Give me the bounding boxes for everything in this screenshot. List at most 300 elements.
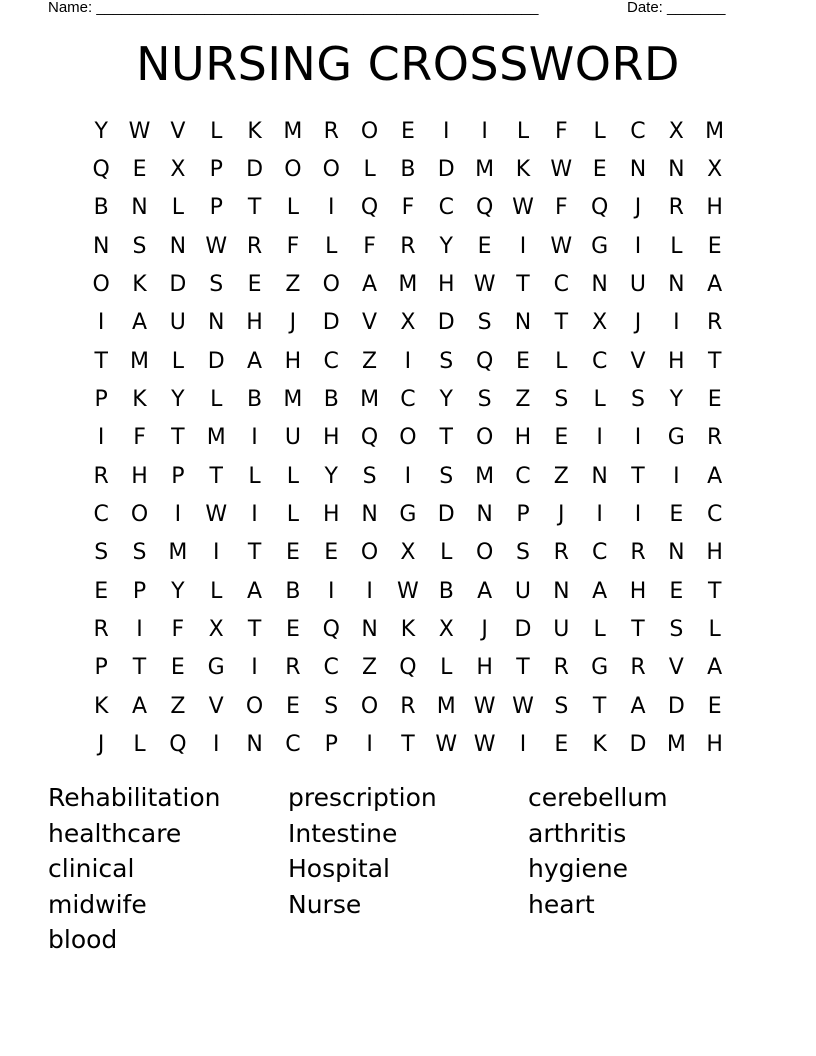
grid-letter: L [708,617,721,643]
grid-letter: C [591,540,608,566]
grid-letter: L [440,540,453,566]
grid-letter: R [400,693,416,719]
grid-letter: N [591,463,608,489]
word-list-item: Hospital [288,854,391,883]
word-list-item: Rehabilitation [48,783,221,812]
grid-letter: N [92,233,110,259]
grid-letter: Z [285,272,301,298]
grid-letter: O [360,693,379,719]
grid-letter: N [629,157,647,183]
grid-letter: G [207,655,225,681]
grid-letter: S [631,387,645,413]
grid-letter: H [706,732,723,758]
grid-letter: R [553,655,569,681]
grid-letter: E [477,233,492,259]
grid-letter: F [171,617,185,643]
grid-letter: M [283,118,303,144]
grid-letter: W [473,732,496,758]
grid-letter: H [322,425,340,451]
word-list-item: Nurse [288,889,362,919]
grid-letter: T [247,195,262,221]
word-list [48,780,768,958]
grid-letter: F [286,233,300,259]
grid-letter: A [707,272,723,298]
grid-letter: I [634,233,642,259]
date-field-label: Date: _______ [627,0,726,16]
grid-letter: I [634,502,642,528]
grid-letter: J [97,732,105,758]
grid-letter: E [324,540,339,566]
word-list-item: healthcare [48,818,182,848]
grid-letter: M [206,425,226,451]
grid-letter: F [554,118,568,144]
grid-letter: O [475,425,494,451]
grid-letter: I [596,425,603,451]
grid-letter: I [443,118,450,144]
grid-letter: X [170,157,186,183]
grid-letter: Z [170,693,186,719]
grid-letter: S [132,233,147,259]
grid-letter: F [363,233,376,259]
word-list-item: clinical [48,854,135,883]
grid-letter: H [246,310,263,336]
grid-letter: C [515,463,531,489]
grid-letter: Q [475,348,494,374]
grid-letter: S [477,387,492,413]
header-line [48,0,748,18]
grid-letter: L [593,387,606,413]
grid-letter: S [324,693,339,719]
grid-letter: X [438,617,454,643]
letter-grid [82,112,734,764]
grid-letter: L [286,463,300,489]
grid-letter: R [668,195,684,221]
grid-letter: I [634,425,642,451]
grid-letter: E [669,578,684,604]
grid-letter: O [130,502,149,528]
grid-letter: I [174,502,182,528]
grid-letter: C [323,348,339,374]
grid-letter: E [592,157,607,183]
grid-letter: C [706,502,723,528]
grid-letter: E [707,693,722,719]
word-list-item: midwife [48,889,147,919]
grid-letter: I [251,425,258,451]
grid-letter: W [473,272,496,298]
grid-letter: F [401,195,415,221]
grid-letter: K [515,157,531,183]
grid-letter: W [397,578,419,604]
grid-letter: P [209,195,223,221]
grid-letter: I [673,463,680,489]
grid-letter: V [170,118,186,144]
grid-letter: A [131,693,148,719]
grid-letter: N [169,233,187,259]
grid-letter: O [360,540,379,566]
grid-letter: T [516,655,530,681]
grid-letter: E [554,425,569,451]
grid-letter: I [327,195,335,221]
grid-letter: T [592,693,607,719]
grid-letter: Y [94,118,108,144]
grid-letter: T [247,617,262,643]
grid-letter: B [438,578,454,604]
grid-letter: R [707,425,723,451]
grid-letter: R [707,310,723,336]
grid-letter: L [286,195,300,221]
grid-letter: X [592,310,608,336]
grid-letter: Y [439,387,453,413]
grid-letter: K [93,693,109,719]
grid-letter: T [94,348,108,374]
grid-letter: O [475,540,494,566]
grid-letter: G [399,502,417,528]
grid-letter: B [323,387,339,413]
grid-letter: S [94,540,109,566]
grid-letter: Z [362,655,378,681]
grid-letter: N [591,272,608,298]
grid-letter: C [553,272,569,298]
grid-letter: E [554,732,569,758]
word-list-item: cerebellum [528,783,668,812]
grid-letter: O [284,157,302,183]
grid-letter: Y [439,233,453,259]
grid-letter: W [435,732,458,758]
grid-letter: T [631,463,645,489]
grid-letter: D [322,310,340,336]
grid-letter: E [285,540,300,566]
grid-letter: E [400,118,415,144]
grid-letter: I [519,732,527,758]
grid-letter: U [629,272,647,298]
grid-letter: T [209,463,223,489]
grid-letter: A [592,578,608,604]
grid-letter: K [592,732,607,758]
grid-letter: L [670,233,683,259]
grid-letter: F [133,425,146,451]
grid-letter: N [207,310,225,336]
grid-letter: N [668,272,685,298]
grid-letter: E [94,578,109,604]
grid-letter: R [285,655,301,681]
grid-letter: D [169,272,187,298]
grid-letter: E [285,693,300,719]
grid-letter: M [360,387,380,413]
grid-letter: U [553,617,570,643]
grid-letter: Y [324,463,338,489]
grid-letter: D [667,693,685,719]
grid-letter: S [554,387,569,413]
grid-letter: I [366,732,373,758]
grid-letter: L [248,463,261,489]
page-title: NURSING CROSSWORD [136,37,680,91]
grid-letter: E [132,157,147,183]
grid-letter: N [668,157,685,183]
grid-letter: I [481,118,488,144]
grid-letter: E [669,502,684,528]
grid-letter: K [247,118,262,144]
grid-letter: M [475,463,495,489]
grid-letter: Q [360,195,379,221]
grid-letter: A [707,463,723,489]
grid-letter: P [94,655,108,681]
grid-letter: I [97,425,105,451]
grid-letter: B [400,157,416,183]
grid-letter: P [324,732,338,758]
grid-letter: T [631,617,645,643]
grid-letter: T [171,425,185,451]
grid-letter: M [168,540,188,566]
grid-letter: P [209,157,223,183]
grid-letter: C [285,732,301,758]
grid-letter: W [550,233,573,259]
grid-letter: W [205,233,228,259]
grid-letter: U [514,578,531,604]
grid-letter: U [169,310,186,336]
grid-letter: D [437,502,455,528]
grid-letter: O [322,272,340,298]
grid-letter: Y [669,387,684,413]
grid-letter: M [436,693,456,719]
grid-letter: R [93,463,109,489]
grid-letter: T [401,732,415,758]
grid-letter: F [554,195,568,221]
grid-letter: O [399,425,417,451]
grid-letter: Y [171,578,185,604]
grid-letter: L [210,118,223,144]
grid-letter: Z [515,387,531,413]
grid-letter: H [476,655,493,681]
grid-letter: N [668,540,685,566]
grid-letter: Q [322,617,340,643]
grid-letter: K [132,272,147,298]
grid-letter: W [512,693,534,719]
grid-letter: Y [171,387,185,413]
grid-letter: G [591,233,609,259]
grid-letter: X [400,310,416,336]
grid-letter: R [400,233,416,259]
grid-letter: N [553,578,570,604]
grid-letter: K [132,387,147,413]
word-list-item: arthritis [528,818,627,848]
grid-letter: T [707,348,722,374]
grid-letter: I [97,310,105,336]
grid-letter: T [707,578,722,604]
grid-letter: X [208,617,224,643]
grid-letter: L [363,157,376,183]
grid-letter: H [706,195,723,221]
grid-letter: M [666,732,686,758]
grid-letter: D [246,157,264,183]
grid-letter: N [514,310,532,336]
grid-letter: T [132,655,147,681]
grid-letter: S [209,272,224,298]
grid-letter: Q [92,157,110,183]
grid-letter: A [247,578,263,604]
grid-letter: P [516,502,530,528]
grid-letter: R [323,118,339,144]
grid-letter: I [251,502,258,528]
grid-letter: V [362,310,378,336]
grid-letter: C [630,118,646,144]
grid-letter: A [131,310,148,336]
grid-letter: R [630,540,646,566]
grid-letter: J [634,195,642,221]
grid-letter: S [669,617,684,643]
word-list-item: hygiene [528,854,629,883]
grid-letter: V [208,693,224,719]
grid-letter: E [516,348,530,374]
grid-letter: Q [475,195,494,221]
grid-letter: L [171,195,184,221]
grid-letter: N [131,195,148,221]
word-list-item: prescription [288,783,437,812]
word-list-item: blood [48,925,118,954]
grid-letter: L [210,387,223,413]
grid-letter: A [630,693,646,719]
grid-letter: P [94,387,108,413]
grid-letter: N [476,502,493,528]
grid-letter: J [289,310,297,336]
grid-letter: L [593,617,606,643]
grid-letter: M [705,118,725,144]
grid-letter: D [437,157,455,183]
grid-letter: A [362,272,378,298]
grid-letter: W [128,118,151,144]
grid-letter: I [519,233,527,259]
grid-letter: H [131,463,148,489]
grid-letter: R [553,540,569,566]
grid-letter: A [247,348,263,374]
grid-letter: I [404,463,412,489]
grid-letter: Z [553,463,569,489]
grid-letter: L [171,348,184,374]
grid-letter: V [668,655,684,681]
grid-letter: I [366,578,373,604]
grid-letter: I [212,732,220,758]
grid-letter: D [207,348,225,374]
grid-letter: O [322,157,340,183]
grid-letter: M [475,157,495,183]
grid-letter: S [362,463,377,489]
grid-letter: O [245,693,264,719]
grid-letter: O [360,118,379,144]
grid-letter: B [247,387,263,413]
grid-letter: Q [360,425,379,451]
grid-letter: T [554,310,569,336]
grid-letter: U [284,425,301,451]
grid-letter: E [707,387,722,413]
grid-letter: D [514,617,532,643]
grid-letter: L [133,732,146,758]
grid-letter: I [404,348,412,374]
grid-letter: L [440,655,453,681]
grid-letter: I [327,578,335,604]
grid-letter: Q [590,195,609,221]
grid-letter: E [247,272,262,298]
grid-letter: X [707,157,723,183]
word-list-item: heart [528,889,595,919]
grid-letter: H [514,425,532,451]
grid-letter: B [285,578,301,604]
grid-letter: A [707,655,723,681]
grid-letter: S [132,540,147,566]
grid-letter: E [170,655,185,681]
grid-letter: E [285,617,300,643]
grid-letter: R [246,233,263,259]
grid-letter: S [554,693,569,719]
grid-letter: W [473,693,496,719]
grid-letter: S [515,540,530,566]
grid-letter: H [437,272,455,298]
grid-letter: M [283,387,303,413]
grid-letter: J [558,502,565,528]
word-list-item: Intestine [288,818,398,848]
grid-letter: X [668,118,684,144]
grid-letter: L [516,118,530,144]
grid-letter: S [439,463,454,489]
grid-letter: C [591,348,608,374]
grid-letter: H [322,502,340,528]
grid-letter: D [629,732,647,758]
grid-letter: L [593,118,606,144]
grid-letter: T [439,425,453,451]
grid-letter: G [591,655,609,681]
grid-letter: J [634,310,642,336]
grid-letter: G [667,425,685,451]
grid-letter: T [247,540,262,566]
grid-letter: S [477,310,492,336]
grid-letter: Q [399,655,417,681]
grid-letter: W [550,157,573,183]
grid-letter: I [212,540,220,566]
grid-letter: O [92,272,110,298]
grid-letter: I [673,310,680,336]
grid-letter: S [439,348,454,374]
grid-letter: W [512,195,534,221]
grid-letter: X [400,540,416,566]
grid-letter: Q [169,732,187,758]
grid-letter: A [477,578,493,604]
grid-letter: J [481,617,488,643]
grid-letter: C [93,502,109,528]
name-field-label: Name: _____________________________________________________ [48,0,539,16]
grid-letter: N [246,732,263,758]
grid-letter: R [93,617,109,643]
grid-letter: N [361,617,378,643]
grid-letter: H [668,348,685,374]
grid-letter: W [205,502,228,528]
grid-letter: V [630,348,646,374]
grid-letter: C [323,655,339,681]
grid-letter: N [361,502,378,528]
grid-letter: R [630,655,646,681]
grid-letter: E [707,233,722,259]
grid-letter: P [171,463,185,489]
grid-letter: K [400,617,416,643]
grid-letter: C [438,195,454,221]
grid-letter: H [284,348,302,374]
grid-letter: L [325,233,338,259]
grid-letter: Z [362,348,378,374]
grid-letter: L [210,578,223,604]
grid-letter: L [286,502,300,528]
grid-letter: H [706,540,723,566]
grid-letter: M [130,348,149,374]
grid-letter: B [93,195,109,221]
grid-letter: C [400,387,416,413]
grid-letter: I [251,655,258,681]
